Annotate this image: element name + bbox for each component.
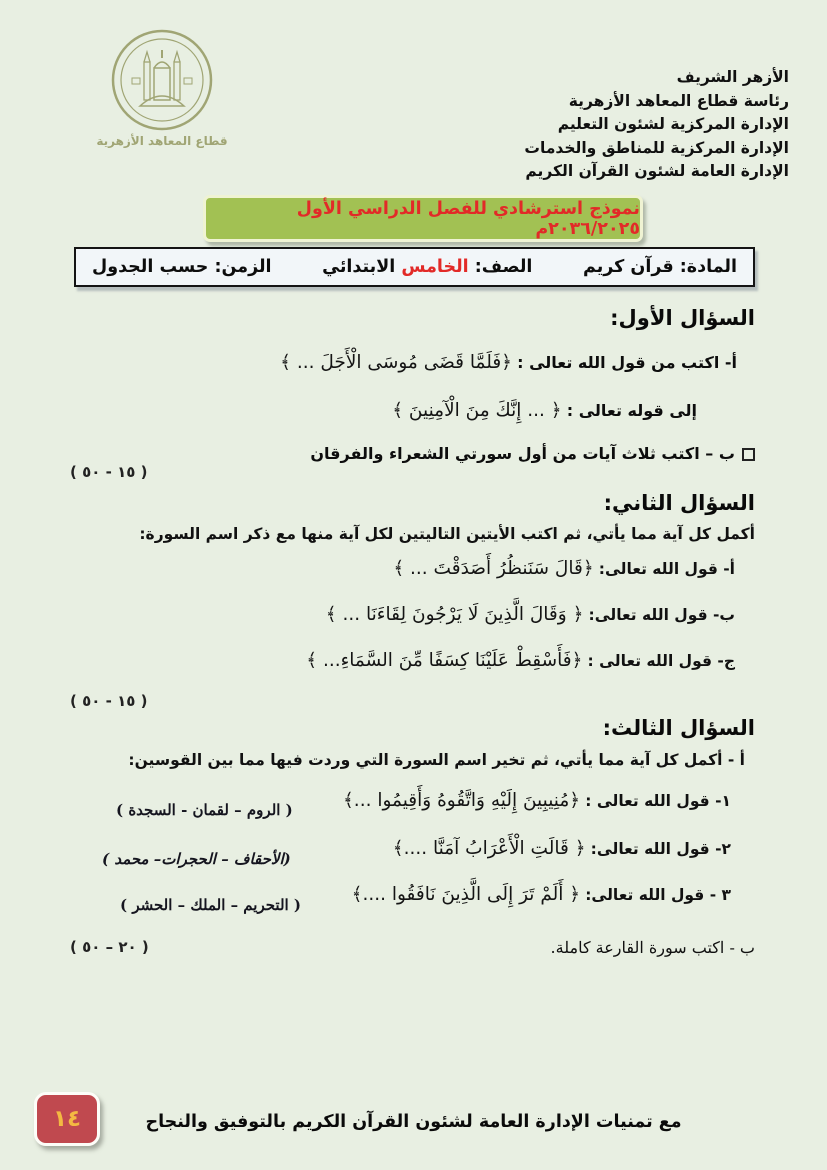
q1-title: السؤال الأول:	[610, 306, 755, 330]
quran-verse: ﴿ أَلَمْ تَرَ إِلَى الَّذِينَ نَافَقُوا ....﴾	[351, 884, 581, 905]
q3-item-intro: ٢- قول الله تعالى:	[590, 840, 731, 858]
q2-item	[306, 650, 735, 671]
q3-b-marks: ( ٢٠ – ٥٠ )	[70, 938, 149, 956]
org-header	[369, 66, 789, 184]
q3-title: السؤال الثالث:	[602, 716, 755, 740]
footer-wishes: مع تمنيات الإدارة العامة لشئون القرآن الكريم بالتوفيق والنجاح	[145, 1112, 682, 1132]
quran-verse: ﴿ قَالَتِ الْأَعْرَابُ آمَنَّا ....﴾	[392, 838, 586, 859]
q2-item-intro: أ- قول الله تعالى:	[598, 560, 735, 578]
meta-grade	[322, 257, 532, 277]
quran-verse: ﴿فَأَسْقِطْ عَلَيْنَا كِسَفًا مِّنَ السَّمَاءِ... ﴾	[306, 650, 583, 671]
quran-verse: ﴿ وَقَالَ الَّذِينَ لَا يَرْجُونَ لِقَاءَنَا ... ﴾	[325, 604, 584, 625]
q1-marks: ( ١٥ - ٥٠ )	[70, 463, 148, 481]
q1-item-b	[310, 444, 755, 463]
logo-caption: قطاع المعاهد الأزهرية	[96, 134, 228, 148]
q3-options: (الأحقاف – الحجرات– محمد )	[102, 850, 291, 868]
org-line: الإدارة المركزية لشئون التعليم	[557, 115, 789, 133]
org-line: الأزهر الشريف	[676, 68, 789, 86]
q2-item	[393, 558, 735, 579]
azhar-logo	[92, 28, 232, 148]
banner-title: نموذج استرشادي للفصل الدراسي الأول ٢٠٣٦/٢٠٢٥م	[296, 198, 640, 239]
q3-item-b: ب - اكتب سورة القارعة كاملة.	[550, 938, 755, 957]
quran-verse: ﴿قَالَ سَنَنظُرُ أَصَدَقْتَ ... ﴾	[393, 558, 594, 579]
page-number-badge	[34, 1092, 100, 1146]
q3-options: ( التحريم – الملك – الحشر )	[120, 896, 302, 914]
checkbox-icon	[742, 448, 755, 461]
exam-model-banner	[203, 195, 643, 242]
grade-label: الصف:	[474, 257, 533, 277]
q3-item	[343, 790, 731, 811]
org-line: الإدارة المركزية للمناطق والخدمات	[524, 138, 789, 157]
q2-item-intro: ج- قول الله تعالى :	[587, 652, 735, 670]
q3-item-intro: ٣ - قول الله تعالى:	[585, 886, 731, 904]
q3-options: ( الروم – لقمان - السجدة )	[116, 801, 293, 819]
q1-item-a	[280, 352, 737, 373]
quran-verse: ﴿فَلَمَّا قَضَى مُوسَى الْأَجَلَ ... ﴾	[280, 352, 513, 373]
meta-time: الزمن: حسب الجدول	[92, 257, 272, 277]
azhar-emblem-icon	[110, 28, 214, 132]
meta-subject: المادة: قرآن كريم	[582, 257, 737, 277]
meta-bar	[74, 247, 755, 287]
q1-a-intro: أ- اكتب من قول الله تعالى :	[517, 353, 737, 372]
q3-instruction: أ - أكمل كل آية مما يأتي، ثم تخير اسم السورة التي وردت فيها مما بين القوسين:	[128, 751, 745, 769]
q3-item	[352, 884, 731, 905]
quran-verse: ﴿مُنِيبِينَ إِلَيْهِ وَاتَّقُوهُ وَأَقِيمُوا ...﴾	[342, 790, 581, 811]
page-number: ١٤	[52, 1106, 82, 1132]
org-line: رئاسة قطاع المعاهد الأزهرية	[568, 91, 789, 110]
org-line: الإدارة العامة لشئون القرآن الكريم	[525, 162, 789, 180]
q2-title: السؤال الثاني:	[603, 491, 755, 515]
q1-a2-intro: إلى قوله تعالى :	[566, 401, 697, 420]
grade-value: الخامس	[401, 257, 469, 277]
quran-verse: ﴿ ... إِنَّكَ مِنَ الْآمِنِينَ ﴾	[392, 400, 562, 421]
q2-item	[326, 604, 735, 625]
q3-item-intro: ١- قول الله تعالى :	[585, 792, 731, 810]
q2-item-intro: ب- قول الله تعالى:	[588, 606, 735, 624]
grade-suffix: الابتدائي	[322, 257, 396, 277]
q1-b-text: ب – اكتب ثلاث آيات من أول سورتي الشعراء والفرقان	[310, 444, 735, 463]
q2-marks: ( ١٥ - ٥٠ )	[70, 692, 148, 710]
q1-item-a-to	[392, 400, 697, 421]
q3-item	[393, 838, 731, 859]
q2-instruction: أكمل كل آية مما يأتي، ثم اكتب الأيتين التاليتين لكل آية منها مع ذكر اسم السورة:	[139, 525, 755, 543]
